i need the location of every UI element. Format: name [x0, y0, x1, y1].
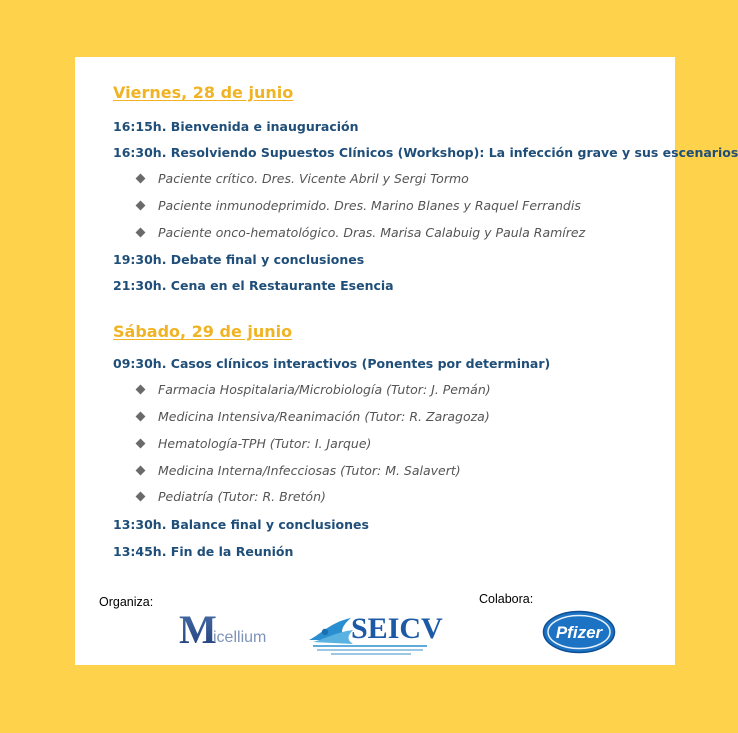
colabora-label: Colabora: [479, 592, 534, 606]
micellium-logo [179, 607, 279, 652]
schedule-item: 21:30h. Cena en el Restaurante Esencia [113, 278, 394, 293]
subitem [137, 436, 371, 451]
micellium-logo-m: M [179, 607, 217, 652]
pfizer-logo [542, 610, 616, 654]
day-heading-saturday: Sábado, 29 de junio [113, 322, 293, 341]
schedule-item: 16:30h. Resolviendo Supuestos Clínicos (Workshop): La infección grave y sus escenarios [113, 145, 738, 160]
schedule-item: 13:30h. Balance final y conclusiones [113, 517, 369, 532]
schedule-item: 16:15h. Bienvenida e inauguración [113, 119, 359, 134]
diamond-bullet-icon [136, 385, 146, 395]
diamond-bullet-icon [136, 228, 146, 238]
organiza-label: Organiza: [99, 595, 154, 609]
diamond-bullet-icon [136, 466, 146, 476]
subitem-text: Farmacia Hospitalaria/Microbiología (Tutor: J. Pemán) [158, 382, 491, 397]
day-heading-friday: Viernes, 28 de junio [113, 83, 294, 102]
diamond-bullet-icon [136, 201, 146, 211]
seicv-logo [307, 604, 443, 656]
subitem-text: Medicina Intensiva/Reanimación (Tutor: R. Zaragoza) [158, 409, 490, 424]
subitem-text: Paciente onco-hematológico. Dras. Marisa Calabuig y Paula Ramírez [158, 225, 586, 240]
subitem [137, 463, 461, 478]
subitem [137, 198, 581, 213]
subitem [137, 171, 469, 186]
diamond-bullet-icon [136, 412, 146, 422]
diamond-bullet-icon [136, 174, 146, 184]
program-card [75, 57, 738, 665]
schedule-item: 19:30h. Debate final y conclusiones [113, 252, 365, 267]
schedule-item: 13:45h. Fin de la Reunión [113, 544, 294, 559]
diamond-bullet-icon [136, 439, 146, 449]
subitem [137, 382, 491, 397]
subitem-text: Paciente crítico. Dres. Vicente Abril y Sergi Tormo [158, 171, 469, 186]
subitem [137, 489, 326, 504]
subitem-text: Paciente inmunodeprimido. Dres. Marino Blanes y Raquel Ferrandis [158, 198, 581, 213]
subitem-text: Hematología-TPH (Tutor: I. Jarque) [158, 436, 372, 451]
subitem [137, 409, 490, 424]
pfizer-logo-text: Pfizer [555, 623, 603, 642]
seicv-logo-text: SEICV [351, 612, 443, 645]
subitem-text: Medicina Interna/Infecciosas (Tutor: M. Salavert) [158, 463, 461, 478]
diamond-bullet-icon [136, 492, 146, 502]
subitem-text: Pediatría (Tutor: R. Bretón) [158, 489, 326, 504]
micellium-logo-text: icellium [213, 629, 267, 646]
subitem [137, 225, 585, 240]
schedule-item: 09:30h. Casos clínicos interactivos (Ponentes por determinar) [113, 356, 551, 371]
